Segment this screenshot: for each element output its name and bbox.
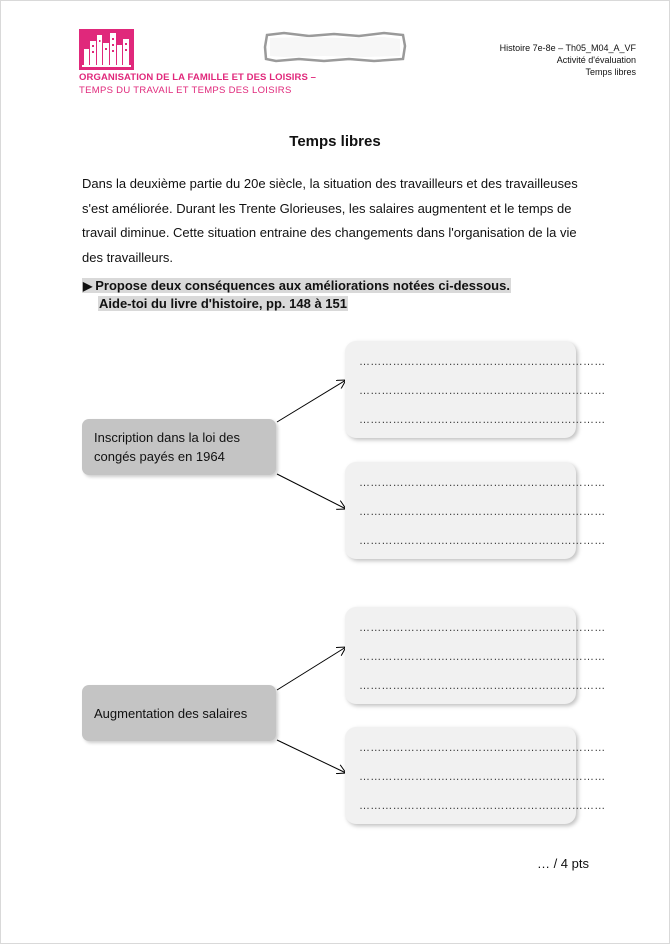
answer-box-2b[interactable] [345,727,606,824]
organisation-title: ORGANISATION DE LA FAMILLE ET DES LOISIRS – [79,72,317,83]
activity-topic: Temps libres [585,67,636,77]
activity-type: Activité d'évaluation [556,55,636,65]
instruction-line1: Propose deux conséquences aux améliorations notées ci-dessous. [95,278,510,293]
answer-line[interactable]: ………………………………………………………… [359,414,606,426]
page-title: Temps libres [289,133,381,150]
improvement-label-2: Augmentation des salaires [94,705,248,721]
arrow-2b [277,740,346,773]
answer-line[interactable]: ………………………………………………………… [359,535,606,547]
pointer-triangle-icon: ▶ [83,279,93,293]
answer-line[interactable]: ………………………………………………………… [359,742,606,754]
improvement-label-1: Inscription dans la loi des congés payés en 1964 [94,430,240,464]
answer-line[interactable]: ………………………………………………………… [359,680,606,692]
instruction-line2: Aide-toi du livre d'histoire, pp. 148 à 151 [99,296,347,311]
answer-line[interactable]: ………………………………………………………… [359,771,606,783]
answer-line[interactable]: ………………………………………………………… [359,506,606,518]
arrow-2a [277,647,346,690]
score-field: … / 4 pts [536,856,589,871]
answer-line[interactable]: ………………………………………………………… [359,356,606,368]
improvement-box-1 [82,419,276,475]
arrow-1a [277,380,346,422]
answer-box-2a[interactable] [345,607,606,704]
answer-line[interactable]: ………………………………………………………… [359,385,606,397]
intro-paragraph: Dans la deuxième partie du 20e siècle, la situation des travailleurs et des travailleuses s'est améliorée. Durant les Trente Glorieuses, les salaires augmentent et le temps de travail diminue. Cette situation entraine des changements dans l'organisation de la vie des travailleurs. [82,176,578,265]
answer-line[interactable]: ………………………………………………………… [359,800,606,812]
answer-box-1b[interactable] [345,462,606,559]
arrow-1b [277,474,346,509]
answer-line[interactable]: ………………………………………………………… [359,622,606,634]
improvement-box-2 [82,685,276,741]
organisation-subtitle: TEMPS DU TRAVAIL ET TEMPS DES LOISIRS [79,85,292,96]
course-reference: Histoire 7e-8e – Th05_M04_A_VF [499,43,636,53]
answer-line[interactable]: ………………………………………………………… [359,651,606,663]
answer-line[interactable]: ………………………………………………………… [359,477,606,489]
answer-box-1a[interactable] [345,341,606,438]
